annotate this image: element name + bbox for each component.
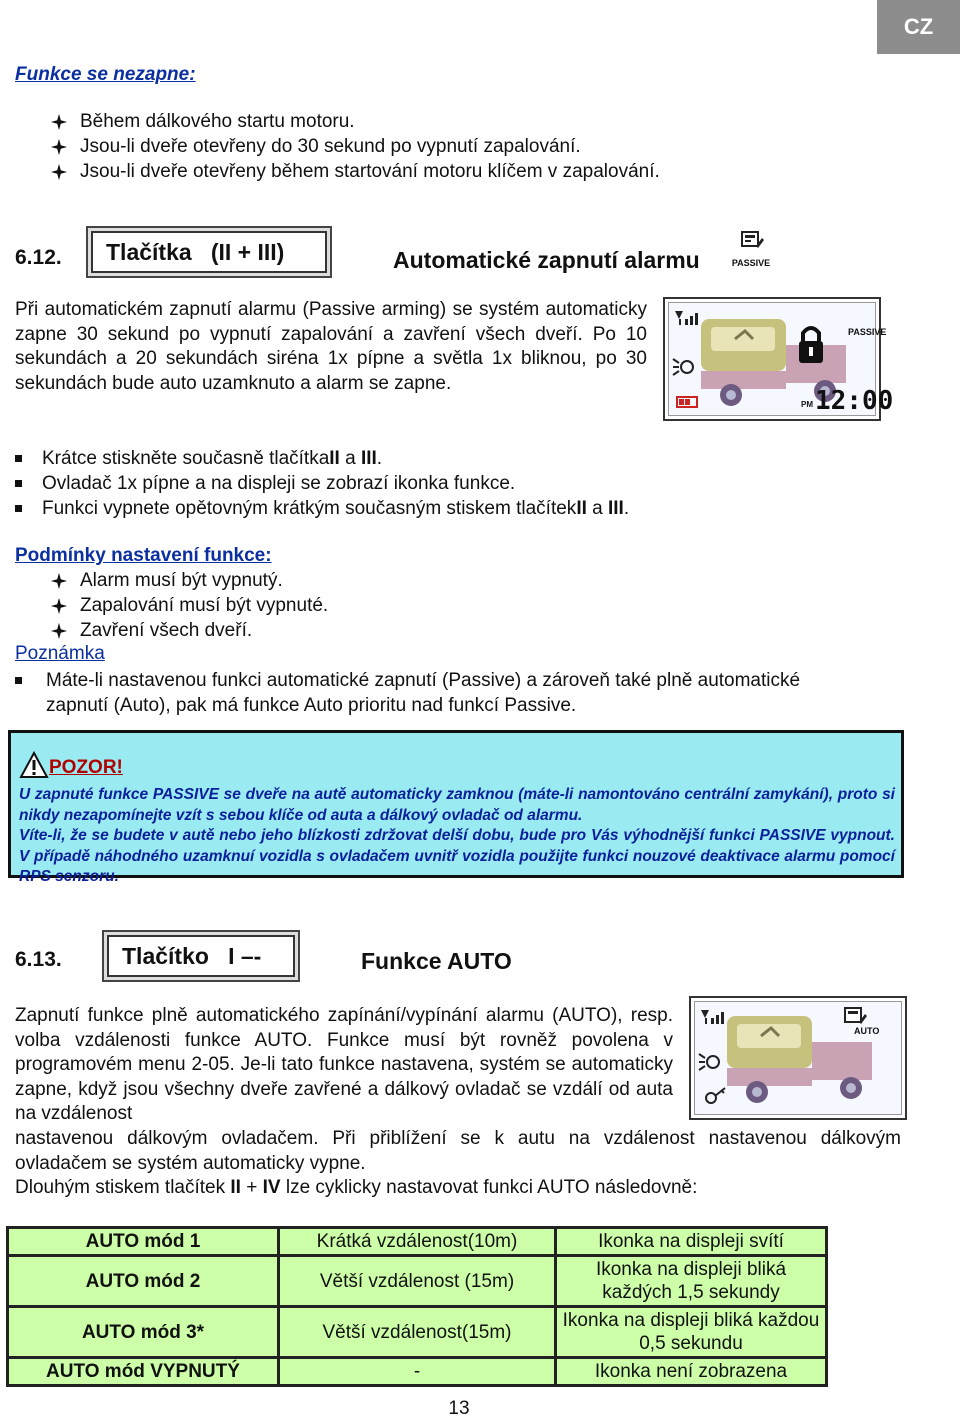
diamond-bullet-icon <box>50 163 68 181</box>
list-item: Zavření všech dveří. <box>50 618 328 643</box>
warning-title: POZOR! <box>49 757 123 778</box>
lcd-display-passive <box>663 297 894 421</box>
note-text: zapnutí (Auto), pak má funkce Auto prioritu nad funkcí Passive. <box>46 695 577 716</box>
auto-modes-table <box>6 1226 828 1387</box>
horn-icon <box>699 1054 719 1070</box>
button-label-box <box>86 226 332 278</box>
list-item: Jsou-li dveře otevřeny během startování motoru klíčem v zapalování. <box>50 159 660 184</box>
page-number: 13 <box>448 1398 470 1419</box>
table-cell: Ikonka na displeji bliká každých 1,5 sekundy <box>556 1256 827 1307</box>
key-icon <box>706 1088 725 1103</box>
table-cell: Krátká vzdálenost(10m) <box>279 1228 556 1256</box>
diamond-bullet-icon <box>50 113 68 131</box>
not-active-heading: Funkce se nezapne: <box>15 64 196 85</box>
table-cell: AUTO mód 3* <box>8 1307 279 1358</box>
table-cell: Větší vzdálenost(15m) <box>279 1307 556 1358</box>
warning-text-1: U zapnuté funkce PASSIVE se dveře na autě automaticky zamknou (máte-li namontováno centrální zamykání), proto si nikdy nezapomínejte vzít s sebou klíče od auta a dálkový ovladač od alarmu. <box>19 786 895 824</box>
diamond-bullet-icon <box>50 622 68 640</box>
svg-text:PM: PM <box>801 400 813 409</box>
list-item: Alarm musí být vypnutý. <box>50 568 328 593</box>
svg-text:PASSIVE: PASSIVE <box>848 327 887 337</box>
svg-text:AUTO: AUTO <box>854 1026 880 1036</box>
diamond-bullet-icon <box>50 572 68 590</box>
square-bullet-icon <box>15 505 22 512</box>
passive-icon <box>730 230 772 270</box>
table-cell: AUTO mód 2 <box>8 1256 279 1307</box>
warning-box <box>8 730 904 885</box>
list-item: Funkci vypnete opětovným krátkým současným stiskem tlačítek II a III . <box>15 496 629 521</box>
list-item: Ovladač 1x pípne a na displeji se zobrazí ikonka funkce. <box>15 471 629 496</box>
warning-title-row <box>19 749 895 779</box>
table-row <box>8 1307 827 1358</box>
table-cell: Ikonka na displeji svítí <box>556 1228 827 1256</box>
section-title: Automatické zapnutí alarmu <box>393 247 700 273</box>
note-block <box>15 668 800 718</box>
table-row <box>8 1358 827 1386</box>
table-row <box>8 1228 827 1256</box>
list-item: Zapalování musí být vypnuté. <box>50 593 328 618</box>
button-label-box <box>102 930 300 982</box>
lock-icon <box>799 328 823 363</box>
table-cell: Větší vzdálenost (15m) <box>279 1256 556 1307</box>
warning-icon <box>19 751 49 779</box>
lcd-display-auto <box>689 996 907 1120</box>
truck-icon <box>727 1016 872 1103</box>
note-text: Máte-li nastavenou funkci automatické zapnutí (Passive) a zároveň také plně automatické <box>46 670 801 691</box>
table-cell: - <box>279 1358 556 1386</box>
table-row <box>8 1256 827 1307</box>
passive-paragraph: Při automatickém zapnutí alarmu (Passive arming) se systém automaticky zapne 30 sekund po vypnutí zapalování a zavření všech dveří. Po 10 sekundách a 20 sekundách siréna 1x pípne a světla 1x bliknou, po 30 sekundách bude auto uzamknuto a alarm se zapne. <box>15 299 647 394</box>
list-item: Jsou-li dveře otevřeny do 30 sekund po vypnutí zapalování. <box>50 134 660 159</box>
section-number: 6.13. <box>15 948 62 971</box>
signal-icon <box>675 311 698 325</box>
steps-list <box>15 446 629 521</box>
conditions-list <box>50 568 328 643</box>
square-bullet-icon <box>15 455 22 462</box>
note-heading: Poznámka <box>15 643 105 664</box>
cycle-instruction: Dlouhým stiskem tlačítek II + IV lze cyklicky nastavovat funkci AUTO následovně: <box>15 1177 698 1198</box>
button-label: Tlačítko I –- <box>122 942 262 969</box>
signal-icon <box>701 1010 724 1024</box>
auto-icon <box>845 1008 867 1024</box>
list-item: Krátce stiskněte současně tlačítka II a III . <box>15 446 629 471</box>
table-cell: Ikonka na displeji bliká každou 0,5 sekundu <box>556 1307 827 1358</box>
table-cell: Ikonka není zobrazena <box>556 1358 827 1386</box>
section-number: 6.12. <box>15 246 62 269</box>
auto-paragraph-continued: nastavenou dálkovým ovladačem. Při přiblížení se k autu na vzdálenost nastavenou dálkovým ovladačem se systém automaticky vypne. <box>15 1128 901 1174</box>
conditions-heading: Podmínky nastavení funkce: <box>15 545 272 566</box>
list-item: Během dálkového startu motoru. <box>50 109 660 134</box>
language-tab: CZ <box>877 0 960 54</box>
table-cell: AUTO mód VYPNUTÝ <box>8 1358 279 1386</box>
square-bullet-icon <box>15 677 22 684</box>
svg-text:PASSIVE: PASSIVE <box>731 258 771 268</box>
diamond-bullet-icon <box>50 138 68 156</box>
section-title: Funkce AUTO <box>361 948 512 974</box>
table-cell: AUTO mód 1 <box>8 1228 279 1256</box>
auto-paragraph: Zapnutí funkce plně automatického zapínání/vypínání alarmu (AUTO), resp. volba vzdálenosti funkce AUTO. Funkce musí být rovněž povolena v programovém menu 2-05. Je-li tato funkce nastavena, systém se automaticky zapne, když jsou všechny dveře zavřené a dálkový ovladač se vzdálí od auta na vzdálenost <box>15 1005 673 1124</box>
horn-icon <box>673 359 693 375</box>
svg-text:12:00: 12:00 <box>815 386 894 416</box>
button-label: Tlačítka (II + III) <box>106 238 285 265</box>
not-active-list <box>50 109 660 184</box>
square-bullet-icon <box>15 480 22 487</box>
diamond-bullet-icon <box>50 597 68 615</box>
warning-text-2: Víte-li, že se budete v autě nebo jeho blízkosti zdržovat delší dobu, bude pro Vás výhodnější funkci PASSIVE vypnout. V případě náhodného uzamknuí vozidla s ovladačem uvnitř vozidla použijte funkci nouzové deaktivace alarmu pomocí RPS senzoru. <box>19 827 895 885</box>
